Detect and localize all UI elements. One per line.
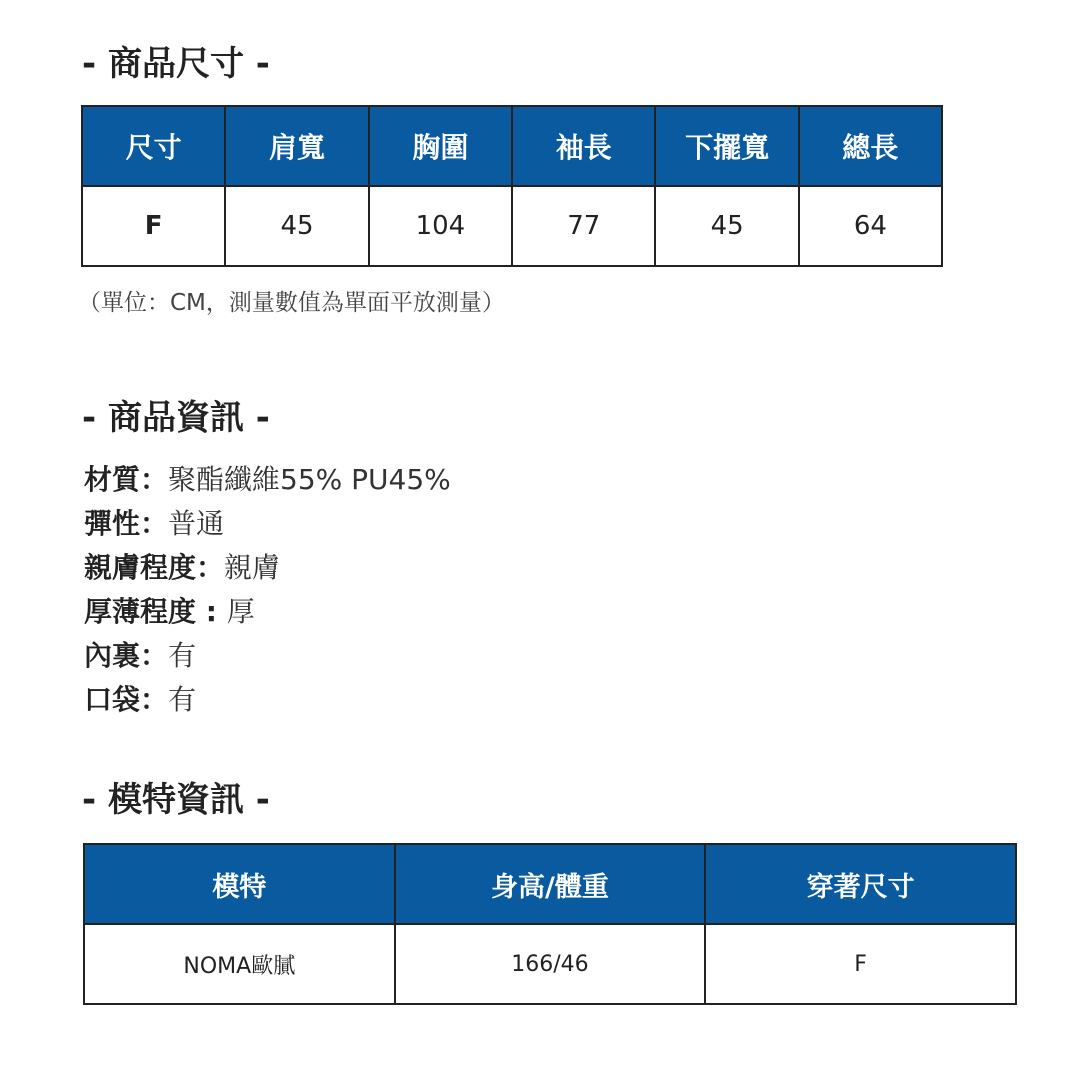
info-value: 有 (168, 683, 197, 716)
info-value: 普通 (168, 507, 225, 540)
model-header-height-weight: 身高/體重 (395, 844, 706, 924)
model-header-name: 模特 (84, 844, 395, 924)
model-table-header-row (84, 844, 1016, 924)
info-key: 彈性 (84, 507, 141, 540)
size-header-hem: 下擺寬 (655, 106, 798, 186)
product-info-list (84, 458, 451, 722)
size-header-size: 尺寸 (82, 106, 225, 186)
info-value: 有 (168, 639, 197, 672)
info-separator: ： (140, 507, 169, 540)
model-section-title: - 模特資訊 - (82, 780, 270, 820)
table-row (84, 924, 1016, 1004)
size-header-length: 總長 (799, 106, 942, 186)
model-cell-height-weight: 166/46 (395, 924, 706, 1004)
model-table (83, 843, 1017, 1005)
size-header-shoulder: 肩寬 (225, 106, 368, 186)
size-table (81, 105, 943, 267)
model-header-worn-size: 穿著尺寸 (705, 844, 1016, 924)
info-value: 厚 (226, 595, 255, 628)
size-cell-length: 64 (799, 186, 942, 266)
table-row (82, 186, 942, 266)
info-key: 親膚程度 (84, 551, 197, 584)
model-cell-name: NOMA歐膩 (84, 924, 395, 1004)
info-value: 聚酯纖維55% PU45% (168, 463, 451, 496)
size-cell-shoulder: 45 (225, 186, 368, 266)
info-value: 親膚 (224, 551, 281, 584)
list-item (84, 590, 451, 634)
size-header-chest: 胸圍 (369, 106, 512, 186)
info-key: 內裏 (84, 639, 141, 672)
size-cell-chest: 104 (369, 186, 512, 266)
size-header-sleeve: 袖長 (512, 106, 655, 186)
info-separator: ： (140, 683, 169, 716)
info-key: 厚薄程度 (84, 595, 197, 628)
size-cell-size: F (82, 186, 225, 266)
size-table-header-row (82, 106, 942, 186)
info-separator: ： (140, 639, 169, 672)
info-separator: : (196, 595, 227, 628)
info-separator: ： (140, 463, 169, 496)
list-item (84, 458, 451, 502)
size-cell-hem: 45 (655, 186, 798, 266)
info-key: 材質 (84, 463, 141, 496)
info-section-title: - 商品資訊 - (82, 398, 270, 438)
info-separator: ： (196, 551, 225, 584)
list-item (84, 678, 451, 722)
size-unit-note: （單位：CM，測量數值為單面平放測量） (78, 290, 505, 316)
list-item (84, 634, 451, 678)
list-item (84, 502, 451, 546)
model-cell-worn-size: F (705, 924, 1016, 1004)
list-item (84, 546, 451, 590)
size-section-title: - 商品尺寸 - (82, 44, 270, 84)
size-cell-sleeve: 77 (512, 186, 655, 266)
info-key: 口袋 (84, 683, 141, 716)
